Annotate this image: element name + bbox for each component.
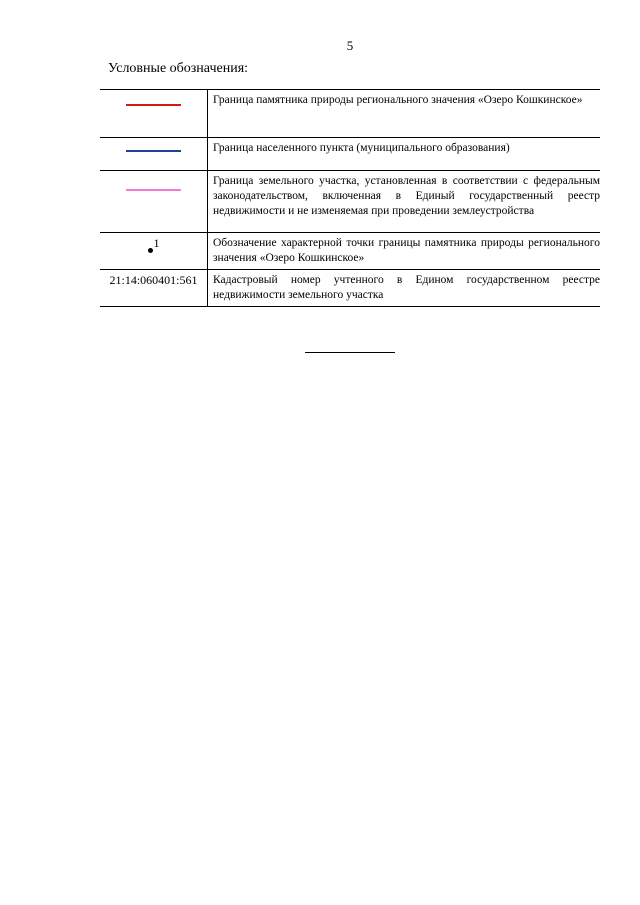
blue-boundary-line-icon: [126, 150, 181, 152]
legend-table: [100, 89, 600, 307]
characteristic-point-icon: [148, 236, 160, 254]
legend-description: Граница населенного пункта (муниципального образования): [208, 138, 601, 171]
legend-symbol-cell: [100, 90, 208, 138]
page-number: 5: [346, 38, 354, 53]
legend-description: Граница земельного участка, установленная в соответствии с федеральным законодательством, включенная в Единый государственный реестр недвижимости и не изменяемая при проведении землеустройства: [208, 171, 601, 233]
pink-boundary-line-icon: [126, 189, 181, 191]
legend-symbol-cell: [100, 233, 208, 270]
legend-description: Обозначение характерной точки границы памятника природы регионального значения «Озеро Кошкинское»: [208, 233, 601, 270]
point-dot-icon: [148, 248, 153, 253]
legend-symbol-cell: [100, 171, 208, 233]
legend-description: Кадастровый номер учтенного в Едином государственном реестре недвижимости земельного участка: [208, 270, 601, 307]
legend-symbol-cell: [100, 270, 208, 307]
legend-symbol-cell: [100, 138, 208, 171]
legend-description: Граница памятника природы регионального значения «Озеро Кошкинское»: [208, 90, 601, 138]
legend-heading: Условные обозначения:: [108, 61, 249, 76]
legend-row-cadastral-number: [100, 270, 600, 307]
red-boundary-line-icon: [126, 104, 181, 106]
end-separator-line: [305, 352, 395, 353]
legend-row-characteristic-point: [100, 233, 600, 270]
cadastral-number-sample: 21:14:060401:561: [109, 273, 198, 287]
legend-row-land-plot-boundary: [100, 171, 600, 233]
legend-row-settlement-boundary: [100, 138, 600, 171]
legend-row-regional-monument-boundary: [100, 90, 600, 138]
point-number: 1: [153, 236, 160, 250]
